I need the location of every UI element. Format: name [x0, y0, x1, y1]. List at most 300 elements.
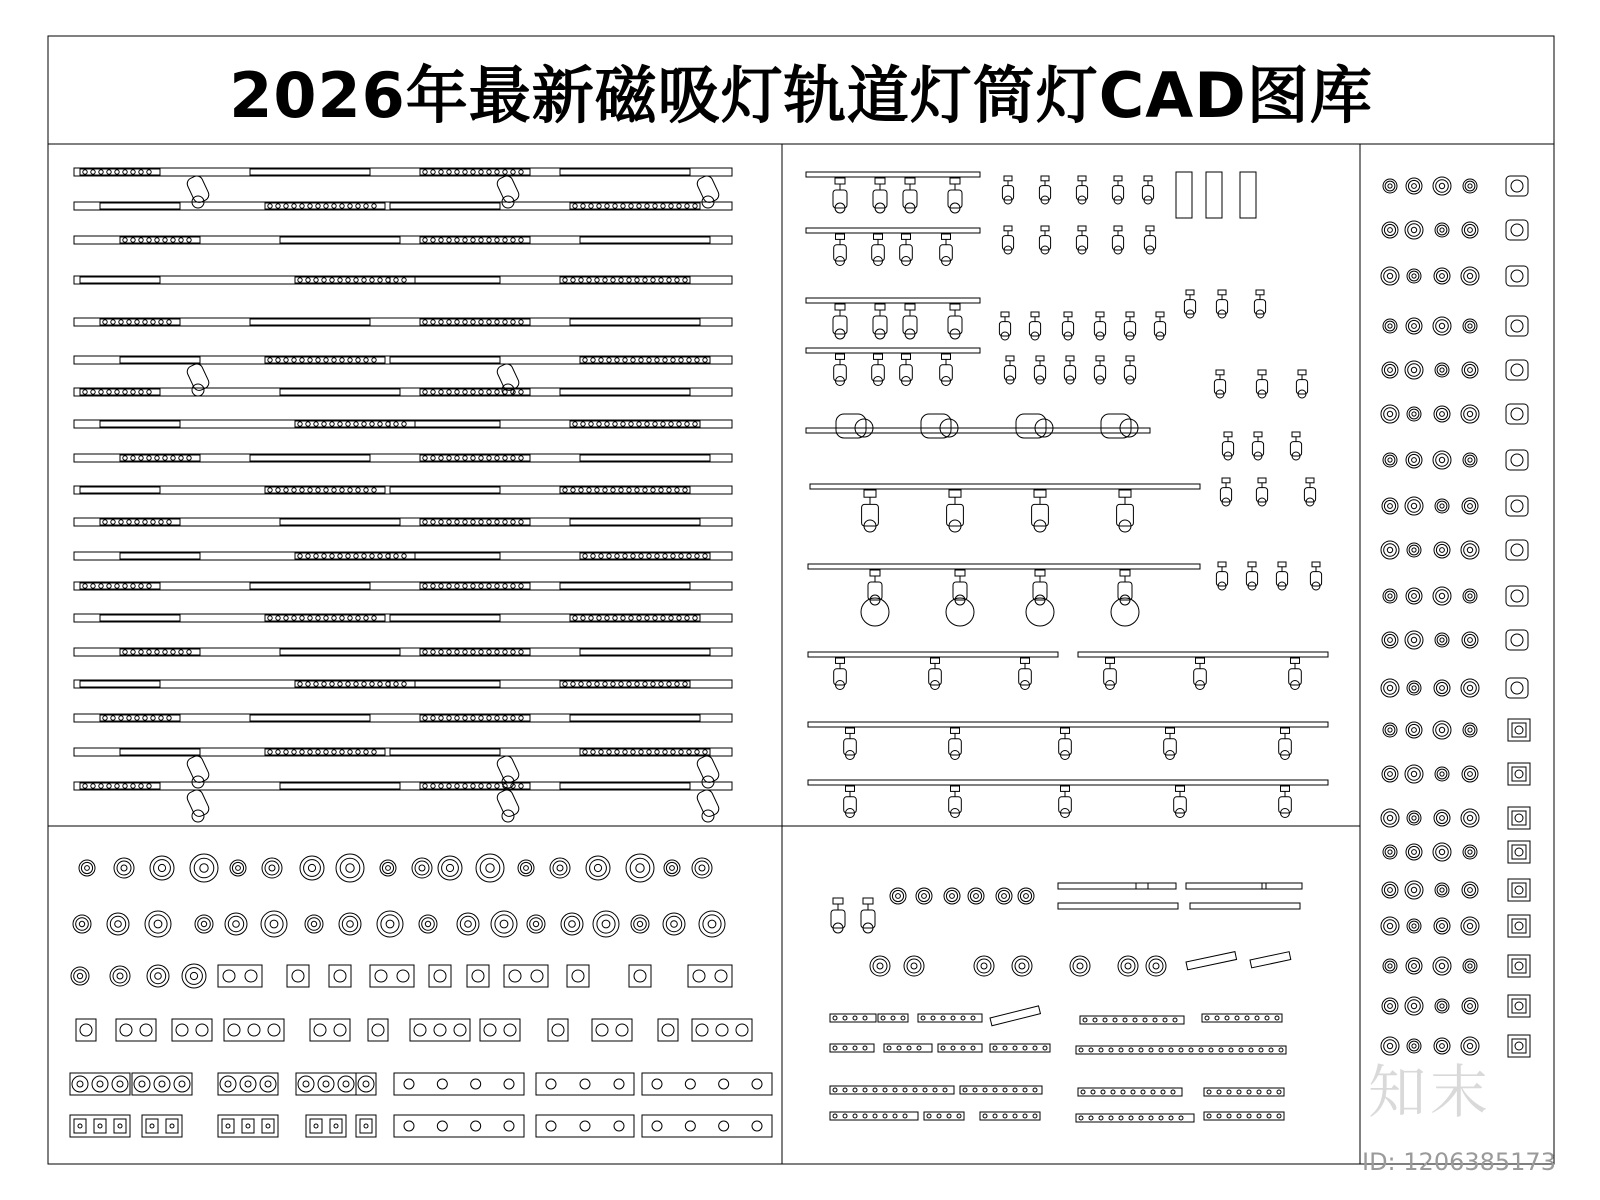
grille-light-icon	[567, 965, 589, 987]
track-spotlight-icon	[844, 728, 857, 760]
downlight-icon	[1383, 723, 1397, 737]
track-spotlight-icon	[1032, 490, 1049, 532]
wall-washer-icon	[1058, 883, 1148, 889]
wall-washer-icon	[1136, 883, 1176, 889]
track-spotlight-icon	[1290, 432, 1301, 460]
downlight-icon	[1118, 956, 1138, 976]
track-spotlight-icon	[873, 178, 887, 213]
magnetic-track-light-icon	[74, 518, 732, 526]
downlight-column-panel	[1381, 176, 1530, 1057]
downlight-icon	[1407, 681, 1421, 695]
grille-light-icon	[116, 1019, 156, 1041]
downlight-icon	[692, 858, 712, 878]
downlight-icon	[1012, 956, 1032, 976]
track-spotlight-icon	[1279, 728, 1292, 760]
grille-light-icon	[1508, 841, 1530, 863]
grille-light-icon	[310, 1019, 350, 1041]
downlight-icon	[527, 915, 545, 933]
track-rail-icon	[808, 722, 1328, 727]
magnetic-track-light-icon	[74, 388, 732, 396]
track-spotlight-icon	[1039, 226, 1050, 254]
track-spotlight-icon	[1076, 226, 1087, 254]
downlight-icon	[1406, 722, 1422, 738]
wall-washer-icon	[1058, 903, 1178, 909]
downlight-icon	[1435, 999, 1449, 1013]
downlight-icon	[1435, 767, 1449, 781]
grille-light-icon	[642, 1115, 772, 1137]
track-spotlight-icon	[1142, 176, 1153, 204]
grille-light-icon	[536, 1073, 634, 1095]
downlight-icon	[1462, 222, 1478, 238]
magnetic-track-light-icon	[74, 648, 732, 656]
track-spotlight-icon	[1033, 570, 1047, 605]
magnetic-track-light-icon	[74, 582, 732, 590]
downlight-icon	[1462, 766, 1478, 782]
downlight-icon	[1381, 679, 1399, 697]
track-spotlight-icon	[1111, 598, 1139, 626]
downlight-icon	[1433, 843, 1451, 861]
downlight-icon	[1506, 540, 1528, 560]
downlight-icon	[1461, 267, 1479, 285]
downlight-icon	[114, 858, 134, 878]
track-spotlight-icon	[1059, 786, 1072, 818]
track-spotlight-icon	[1144, 226, 1155, 254]
downlight-icon	[1463, 723, 1477, 737]
track-spotlight-panel	[806, 172, 1328, 818]
magnetic-track-panel	[74, 168, 732, 822]
downlight-icon	[1434, 918, 1450, 934]
downlight-icon	[1506, 450, 1528, 470]
grille-light-icon	[218, 1115, 278, 1137]
wall-washer-icon	[1190, 903, 1300, 909]
grille-light-icon	[592, 1019, 632, 1041]
grille-light-icon	[504, 965, 548, 987]
grille-light-icon	[394, 1073, 524, 1095]
magnetic-track-light-icon	[74, 276, 732, 284]
downlight-icon	[1463, 959, 1477, 973]
magnetic-track-light-icon	[74, 714, 732, 722]
magnetic-track-light-icon	[830, 1014, 876, 1022]
track-spotlight-icon	[868, 570, 882, 605]
grille-light-icon	[76, 1019, 96, 1041]
track-spotlight-icon	[1246, 562, 1257, 590]
track-spotlight-icon	[1004, 356, 1015, 384]
downlight-icon	[377, 911, 403, 937]
magnetic-track-light-icon	[1076, 1114, 1194, 1122]
downlight-icon	[1433, 721, 1451, 739]
grille-light-icon	[658, 1019, 678, 1041]
wall-washer-icon	[1262, 883, 1302, 889]
track-spotlight-icon	[1019, 658, 1032, 690]
downlight-icon	[1434, 680, 1450, 696]
downlight-icon	[79, 860, 95, 876]
downlight-icon	[1463, 453, 1477, 467]
downlight-icon	[626, 854, 654, 882]
track-spotlight-icon	[999, 312, 1010, 340]
track-spotlight-icon	[1124, 312, 1135, 340]
downlight-icon	[1407, 811, 1421, 825]
track-spotlight-icon	[1059, 728, 1072, 760]
downlight-icon	[438, 856, 462, 880]
magnetic-track-light-icon	[1204, 1088, 1284, 1096]
track-spotlight-icon	[1279, 786, 1292, 818]
grille-light-icon	[1508, 879, 1530, 901]
track-spotlight-icon	[1094, 356, 1105, 384]
downlight-icon	[1382, 632, 1398, 648]
track-spotlight-icon	[836, 414, 873, 438]
downlight-icon	[1433, 317, 1451, 335]
downlight-icon	[1406, 958, 1422, 974]
grille-light-icon	[306, 1115, 346, 1137]
magnetic-track-light-icon	[938, 1044, 982, 1052]
magnetic-track-light-icon	[74, 420, 732, 428]
downlight-icon	[380, 860, 396, 876]
track-spotlight-icon	[1206, 172, 1222, 218]
grille-light-icon	[224, 1019, 284, 1041]
downlight-icon	[190, 854, 218, 882]
downlight-icon	[1506, 360, 1528, 380]
downlight-icon	[110, 966, 130, 986]
downlight-icon	[631, 915, 649, 933]
downlight-icon	[1506, 316, 1528, 336]
downlight-icon	[916, 888, 932, 904]
magnetic-track-light-icon	[924, 1112, 964, 1120]
track-spotlight-icon	[1184, 290, 1195, 318]
downlight-icon	[150, 856, 174, 880]
magnetic-track-light-icon	[74, 356, 732, 396]
downlight-icon	[305, 915, 323, 933]
downlight-icon	[974, 956, 994, 976]
downlight-icon	[1405, 765, 1423, 783]
magnetic-track-light-icon	[918, 1014, 982, 1022]
watermark-logo: 知末	[1368, 1058, 1493, 1126]
magnetic-track-light-icon	[74, 486, 732, 494]
track-spotlight-icon	[1029, 312, 1040, 340]
downlight-icon	[1463, 845, 1477, 859]
downlight-icon	[1382, 362, 1398, 378]
downlight-icon	[1462, 362, 1478, 378]
track-spotlight-icon	[1124, 356, 1135, 384]
magnetic-track-light-icon	[74, 318, 732, 326]
grille-light-icon	[356, 1115, 376, 1137]
drawing-title: 2026年最新磁吸灯轨道灯筒灯CAD图库	[229, 58, 1373, 132]
grille-light-icon	[142, 1115, 182, 1137]
downlight-icon	[1383, 179, 1397, 193]
track-spotlight-icon	[1118, 570, 1132, 605]
downlight-icon	[663, 913, 685, 935]
downlight-icon	[1382, 998, 1398, 1014]
grille-light-icon	[480, 1019, 520, 1041]
downlight-icon	[182, 964, 206, 988]
downlight-icon	[230, 860, 246, 876]
grille-light-icon	[218, 1073, 278, 1095]
track-spotlight-icon	[949, 728, 962, 760]
grille-light-icon	[329, 965, 351, 987]
track-rail-icon	[808, 564, 1200, 569]
downlight-icon	[476, 854, 504, 882]
wall-washer-icon	[990, 952, 1291, 1026]
downlight-icon	[1461, 679, 1479, 697]
downlight-icon	[664, 860, 680, 876]
track-spotlight-icon	[1164, 728, 1177, 760]
track-spotlight-icon	[1076, 176, 1087, 204]
track-spotlight-icon	[1034, 356, 1045, 384]
track-spotlight-icon	[1154, 312, 1165, 340]
downlight-icon	[1506, 220, 1528, 240]
downlight-icon	[1461, 917, 1479, 935]
track-spotlight-icon	[940, 234, 953, 266]
downlight-icon	[1018, 888, 1034, 904]
grille-light-icon	[410, 1019, 470, 1041]
downlight-icon	[1506, 586, 1528, 606]
grille-light-icon	[536, 1115, 634, 1137]
magnetic-track-light-icon	[74, 236, 732, 244]
downlight-icon	[71, 967, 89, 985]
track-spotlight-icon	[1256, 370, 1267, 398]
track-spotlight-icon	[1112, 226, 1123, 254]
track-spotlight-icon	[903, 178, 917, 213]
downlight-icon	[996, 888, 1012, 904]
magnetic-track-light-icon	[1080, 1016, 1184, 1024]
track-rail-icon	[1078, 652, 1328, 657]
magnetic-track-light-icon	[1076, 1046, 1286, 1054]
downlight-icon	[890, 888, 906, 904]
downlight-icon	[1435, 883, 1449, 897]
downlight-icon	[944, 888, 960, 904]
magnetic-track-light-icon	[1204, 1112, 1284, 1120]
track-spotlight-icon	[1101, 414, 1138, 438]
track-spotlight-icon	[861, 898, 875, 933]
downlight-icon	[593, 911, 619, 937]
grille-light-icon	[172, 1019, 212, 1041]
magnetic-track-light-icon	[74, 202, 732, 210]
downlight-icon	[1506, 266, 1528, 286]
downlight-icon	[1434, 406, 1450, 422]
downlight-icon	[1506, 496, 1528, 516]
magnetic-track-light-icon	[830, 1112, 918, 1120]
downlight-icon	[1434, 542, 1450, 558]
track-spotlight-icon	[948, 304, 962, 339]
downlight-icon	[419, 915, 437, 933]
track-spotlight-icon	[1216, 562, 1227, 590]
downlight-icon	[1461, 541, 1479, 559]
magnetic-track-light-icon	[74, 614, 732, 622]
downlight-icon	[1435, 363, 1449, 377]
downlight-icon	[1433, 177, 1451, 195]
downlight-icon	[1406, 844, 1422, 860]
grille-light-icon	[218, 965, 262, 987]
downlight-icon	[1463, 319, 1477, 333]
magnetic-track-light-icon	[74, 680, 732, 688]
magnetic-track-light-icon	[990, 1044, 1050, 1052]
grille-light-icon	[132, 1073, 192, 1095]
downlight-icon	[1382, 222, 1398, 238]
magnetic-track-light-icon	[1078, 1088, 1182, 1096]
track-spotlight-icon	[1176, 172, 1192, 218]
track-spotlight-icon	[831, 898, 845, 933]
downlight-icon	[1381, 809, 1399, 827]
downlight-icon	[73, 915, 91, 933]
track-spotlight-icon	[1220, 478, 1231, 506]
downlight-icon	[518, 860, 534, 876]
downlight-icon	[1462, 632, 1478, 648]
grille-light-icon	[70, 1115, 130, 1137]
downlight-icon	[1435, 499, 1449, 513]
track-spotlight-icon	[949, 786, 962, 818]
downlight-icon	[1463, 179, 1477, 193]
downlight-icon	[1434, 810, 1450, 826]
grille-light-icon	[429, 965, 451, 987]
grille-light-icon	[548, 1019, 568, 1041]
downlight-icon	[1405, 631, 1423, 649]
outer-frame	[48, 36, 1554, 1164]
grille-light-icon	[368, 1019, 388, 1041]
downlight-icon	[1462, 498, 1478, 514]
track-spotlight-icon	[873, 304, 887, 339]
grille-light-icon	[370, 965, 414, 987]
downlight-icon	[412, 858, 432, 878]
downlight-icon	[904, 956, 924, 976]
downlight-icon	[336, 854, 364, 882]
downlight-icon	[1407, 407, 1421, 421]
magnetic-track-light-icon	[74, 552, 732, 560]
downlight-icon	[1405, 881, 1423, 899]
track-spotlight-icon	[900, 234, 913, 266]
grille-light-icon	[1508, 995, 1530, 1017]
downlight-icon	[1433, 957, 1451, 975]
downlight-icon	[1381, 405, 1399, 423]
downlight-icon	[586, 856, 610, 880]
magnetic-track-light-icon	[980, 1112, 1040, 1120]
downlight-icon	[550, 858, 570, 878]
track-spotlight-icon	[948, 178, 962, 213]
grille-light-icon	[1508, 955, 1530, 977]
magnetic-track-light-icon	[884, 1044, 932, 1052]
track-rail-icon	[810, 484, 1200, 489]
grille-light-icon	[688, 965, 732, 987]
downlight-icon	[1383, 319, 1397, 333]
track-spotlight-icon	[695, 788, 720, 822]
track-rail-icon	[806, 348, 980, 353]
downlight-icon	[1462, 998, 1478, 1014]
track-spotlight-icon	[1039, 176, 1050, 204]
track-spotlight-icon	[834, 234, 847, 266]
downlight-icon	[1406, 452, 1422, 468]
downlight-icon	[1381, 541, 1399, 559]
linear-module-panel	[830, 883, 1302, 1122]
grille-light-icon	[629, 965, 651, 987]
downlight-icon	[1506, 176, 1528, 196]
downlight-icon	[1146, 956, 1166, 976]
downlight-icon	[1383, 589, 1397, 603]
track-spotlight-icon	[1254, 290, 1265, 318]
track-spotlight-icon	[921, 414, 958, 438]
downlight-icon	[1405, 361, 1423, 379]
downlight-icon	[225, 913, 247, 935]
track-spotlight-icon	[834, 354, 847, 386]
track-spotlight-icon	[844, 786, 857, 818]
grille-light-icon	[70, 1073, 130, 1095]
track-spotlight-icon	[947, 490, 964, 532]
track-spotlight-icon	[1002, 226, 1013, 254]
downlight-icon	[1433, 587, 1451, 605]
downlight-icon	[1506, 630, 1528, 650]
track-spotlight-icon	[862, 490, 879, 532]
downlight-icon	[1406, 178, 1422, 194]
downlight-icon	[699, 911, 725, 937]
track-spotlight-icon	[872, 354, 885, 386]
track-spotlight-icon	[1276, 562, 1287, 590]
downlight-icon	[1406, 318, 1422, 334]
track-spotlight-icon	[833, 304, 847, 339]
grille-light-icon	[692, 1019, 752, 1041]
downlight-icon	[1381, 267, 1399, 285]
downlight-icon	[262, 858, 282, 878]
downlight-icon	[107, 913, 129, 935]
downlight-icon	[1381, 917, 1399, 935]
magnetic-track-light-icon	[960, 1086, 1042, 1094]
track-spotlight-icon	[695, 754, 720, 788]
downlight-icon	[1461, 809, 1479, 827]
magnetic-track-light-icon	[1202, 1014, 1282, 1022]
track-spotlight-icon	[1304, 478, 1315, 506]
downlight-icon	[1506, 678, 1528, 698]
track-spotlight-icon	[953, 570, 967, 605]
grille-light-icon	[642, 1073, 772, 1095]
grille-light-icon	[1508, 915, 1530, 937]
grille-light-icon	[1508, 1035, 1530, 1057]
track-spotlight-icon	[1094, 312, 1105, 340]
track-spotlight-icon	[1194, 658, 1207, 690]
downlight-icon	[870, 956, 890, 976]
magnetic-track-light-icon	[830, 1044, 874, 1052]
track-rail-icon	[808, 652, 1058, 657]
track-spotlight-icon	[1016, 414, 1053, 438]
downlight-icon	[968, 888, 984, 904]
track-rail-icon	[806, 228, 980, 233]
grille-light-icon	[356, 1073, 376, 1095]
grille-light-icon	[1508, 763, 1530, 785]
track-rail-icon	[806, 172, 980, 177]
track-spotlight-icon	[834, 658, 847, 690]
downlight-icon	[147, 965, 169, 987]
downlight-icon	[339, 913, 361, 935]
downlight-icon	[1461, 405, 1479, 423]
track-spotlight-icon	[900, 354, 913, 386]
track-spotlight-icon	[833, 178, 847, 213]
grille-light-icon	[394, 1115, 524, 1137]
track-spotlight-icon	[1222, 432, 1233, 460]
downlight-icon	[561, 913, 583, 935]
grille-light-icon	[1508, 719, 1530, 741]
track-spotlight-icon	[185, 788, 210, 822]
downlight-icon	[1405, 997, 1423, 1015]
track-spotlight-icon	[903, 304, 917, 339]
track-spotlight-icon	[940, 354, 953, 386]
downlight-icon	[1407, 543, 1421, 557]
downlight-icon	[1433, 451, 1451, 469]
track-spotlight-icon	[1252, 432, 1263, 460]
grille-light-icon	[1508, 807, 1530, 829]
track-spotlight-icon	[1289, 658, 1302, 690]
track-spotlight-icon	[1064, 356, 1075, 384]
magnetic-track-light-icon	[830, 1086, 954, 1094]
track-spotlight-icon	[1214, 370, 1225, 398]
track-spotlight-icon	[946, 598, 974, 626]
track-spotlight-icon	[1026, 598, 1054, 626]
magnetic-track-light-icon	[878, 1014, 908, 1022]
downlight-icon	[1406, 588, 1422, 604]
